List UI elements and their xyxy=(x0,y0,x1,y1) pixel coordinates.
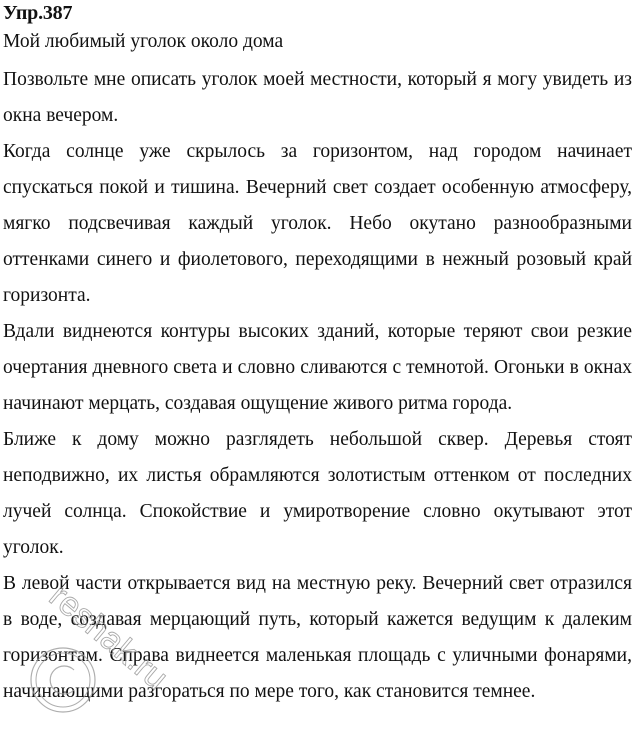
essay-title: Мой любимый уголок около дома xyxy=(3,31,284,52)
paragraph-sky: Когда солнце уже скрылось за горизонтом, над городом начинает спускаться покой и тишина. Вечерний свет создает особенную атмосферу, мягко подсвечивая каждый уголок. Небо окутано разнообразными оттенками синего и фиолетового, переходящими в нежный розовый край горизонта. xyxy=(3,141,632,306)
paragraph-buildings: Вдали виднеются контуры высоких зданий, которые теряют свои резкие очертания дневного света и словно сливаются с темнотой. Огоньки в окнах начинают мерцать, создавая ощущение живого ритма города. xyxy=(3,321,632,414)
exercise-title: Упр.387 xyxy=(3,2,73,24)
paragraph-square: Ближе к дому можно разглядеть небольшой сквер. Деревья стоят неподвижно, их листья обрамляются золотистым оттенком от последних лучей солнца. Спокойствие и умиротворение словно окутывают этот уголок. xyxy=(3,429,632,558)
document-page xyxy=(3,0,632,710)
paragraph-river: В левой части открывается вид на местную реку. Вечерний свет отразился в воде, создавая мерцающий путь, который кажется ведущим к далеким горизонтам. Справа виднеется маленькая площадь с уличными фонарями, начинающими разгораться по мере того, как становится темнее. xyxy=(3,573,632,702)
paragraph-intro: Позвольте мне описать уголок моей местности, который я могу увидеть из окна вечером. xyxy=(3,69,632,126)
watermark-text: reshak.ru xyxy=(42,576,176,698)
